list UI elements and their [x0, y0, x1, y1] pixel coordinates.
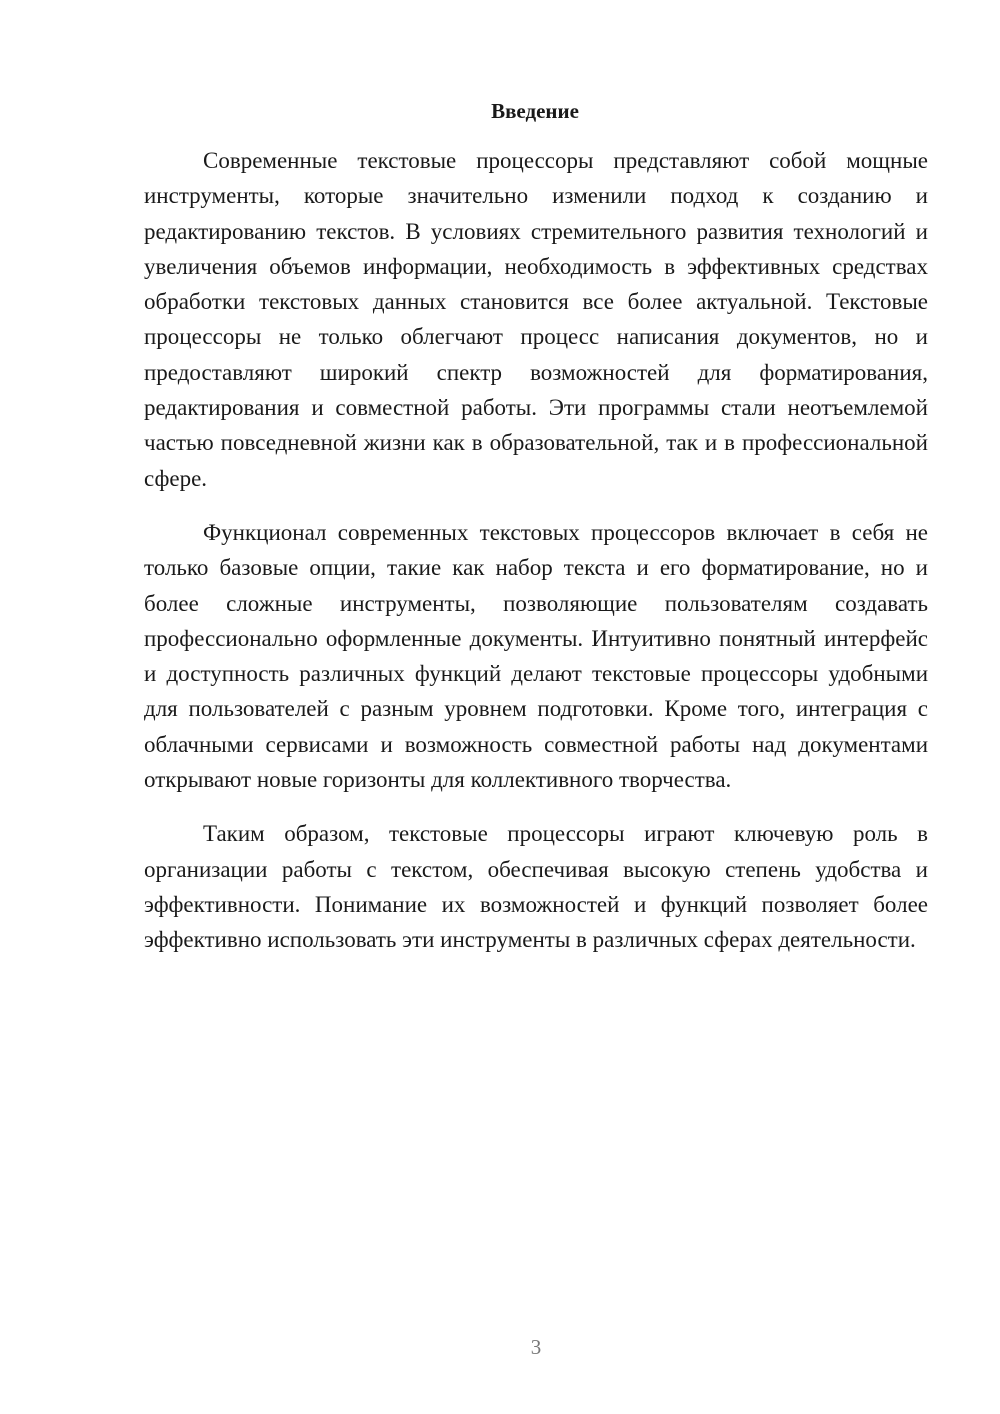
paragraph-1: Современные текстовые процессоры представляют собой мощные инструменты, которые значительно изменили подход к созданию и редактированию текстов. В условиях стремительного развития технологий и увеличения объемов информации, необходимость в эффективных средствах обработки текстовых данных становится все более актуальной. Текстовые процессоры не только облегчают процесс написания документов, но и предоставляют широкий спектр возможностей для форматирования, редактирования и совместной работы. Эти программы стали неотъемлемой частью повседневной жизни как в образовательной, так и в профессиональной сфере. — [144, 148, 928, 491]
page-number: 3 — [530, 1335, 542, 1359]
paragraph-3: Таким образом, текстовые процессоры играют ключевую роль в организации работы с текстом, обеспечивая высокую степень удобства и эффективности. Понимание их возможностей и функций позволяет более эффективно использовать эти инструменты в различных сферах деятельности. — [144, 821, 928, 953]
section-heading: Введение — [491, 99, 579, 123]
body-text — [144, 143, 928, 958]
paragraph-2: Функционал современных текстовых процессоров включает в себя не только базовые опции, такие как набор текста и его форматирование, но и более сложные инструменты, позволяющие пользователям создавать профессионально оформленные документы. Интуитивно понятный интерфейс и доступность различных функций делают текстовые процессоры удобными для пользователей с разным уровнем подготовки. Кроме того, интеграция с облачными сервисами и возможность совместной работы над документами открывают новые горизонты для коллективного творчества. — [144, 519, 928, 793]
